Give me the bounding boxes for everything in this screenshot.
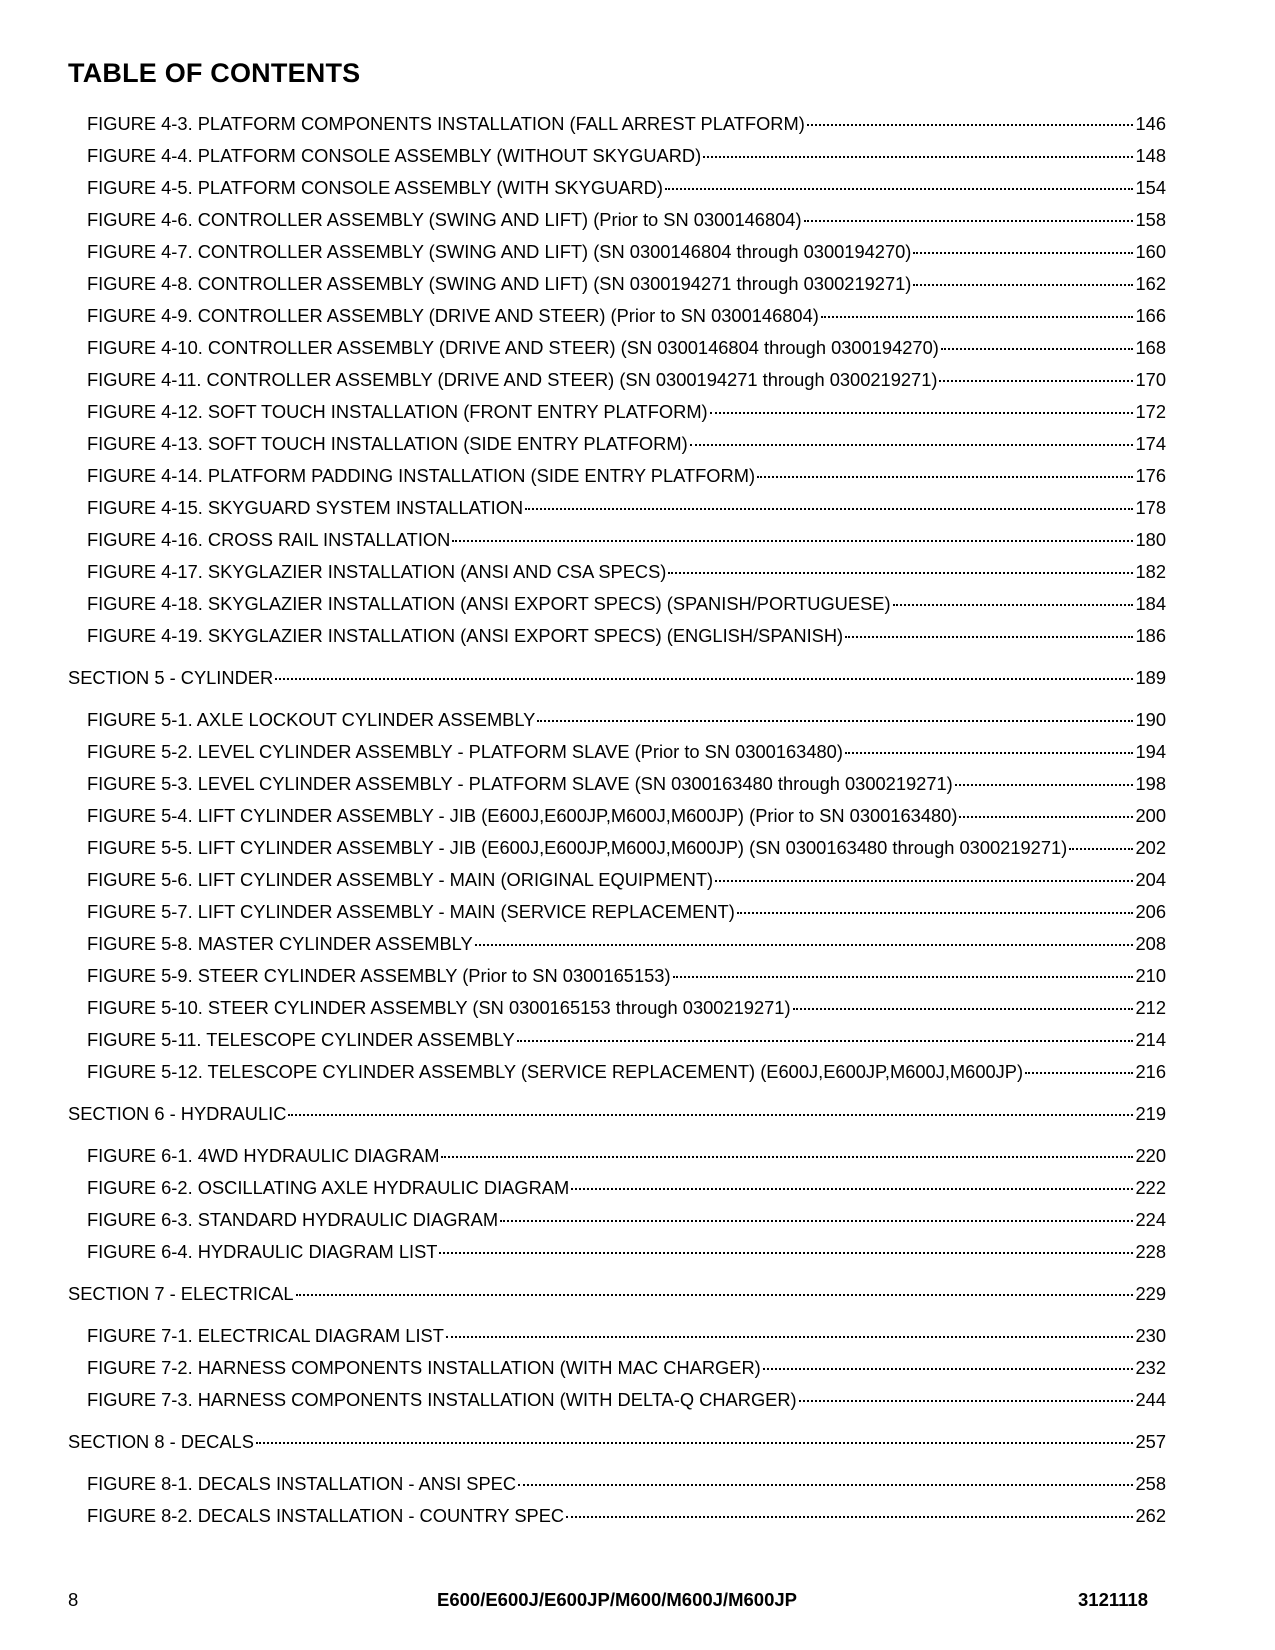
- toc-entry-label: FIGURE 7-1. ELECTRICAL DIAGRAM LIST: [87, 1325, 444, 1346]
- dot-leader: [845, 752, 1134, 754]
- toc-entry-label: FIGURE 4-6. CONTROLLER ASSEMBLY (SWING AND LIFT) (Prior to SN 0300146804): [87, 209, 802, 230]
- dot-leader: [439, 1252, 1133, 1254]
- dot-leader: [715, 880, 1133, 882]
- toc-entry-page: 160: [1135, 241, 1166, 262]
- toc-entry-page: 200: [1135, 805, 1166, 826]
- toc-entry-label: SECTION 7 - ELECTRICAL: [68, 1283, 294, 1304]
- toc-entry-page: 202: [1135, 837, 1166, 858]
- toc-entry-page: 229: [1135, 1283, 1166, 1304]
- toc-figure-entry[interactable]: [68, 364, 1166, 396]
- toc-entry-page: 172: [1135, 401, 1166, 422]
- toc-entry-page: 212: [1135, 997, 1166, 1018]
- toc-entry-page: 222: [1135, 1177, 1166, 1198]
- toc-figure-entry[interactable]: [68, 928, 1166, 960]
- toc-entry-label: FIGURE 8-1. DECALS INSTALLATION - ANSI SPEC: [87, 1473, 517, 1494]
- toc-figure-entry[interactable]: [68, 588, 1166, 620]
- toc-figure-entry[interactable]: [68, 992, 1166, 1024]
- toc-figure-entry[interactable]: [68, 268, 1166, 300]
- dot-leader: [571, 1188, 1133, 1190]
- toc-entry-label: FIGURE 6-3. STANDARD HYDRAULIC DIAGRAM: [87, 1209, 499, 1230]
- dot-leader: [665, 188, 1134, 190]
- dot-leader: [703, 156, 1133, 158]
- toc-entry-page: 244: [1135, 1389, 1166, 1410]
- toc-entry-label: FIGURE 6-2. OSCILLATING AXLE HYDRAULIC DIAGRAM: [87, 1177, 570, 1198]
- toc-entry-page: 230: [1135, 1325, 1166, 1346]
- toc-entry-label: FIGURE 6-4. HYDRAULIC DIAGRAM LIST: [87, 1241, 438, 1262]
- toc-entry-label: FIGURE 4-4. PLATFORM CONSOLE ASSEMBLY (WITHOUT SKYGUARD): [87, 145, 702, 166]
- toc-figure-entry[interactable]: [68, 524, 1166, 556]
- toc-figure-entry[interactable]: [68, 1056, 1166, 1088]
- toc-entry-label: FIGURE 4-10. CONTROLLER ASSEMBLY (DRIVE AND STEER) (SN 0300146804 through 0300194270): [87, 337, 939, 358]
- toc-entry-label: FIGURE 4-18. SKYGLAZIER INSTALLATION (ANSI EXPORT SPECS) (SPANISH/PORTUGUESE): [87, 593, 891, 614]
- toc-entry-page: 257: [1135, 1431, 1166, 1452]
- dot-leader: [690, 444, 1134, 446]
- toc-entry-page: 158: [1135, 209, 1166, 230]
- dot-leader: [441, 1156, 1133, 1158]
- dot-leader: [821, 316, 1134, 318]
- dot-leader: [793, 1008, 1134, 1010]
- toc-entry-label: FIGURE 5-5. LIFT CYLINDER ASSEMBLY - JIB (E600J,E600JP,M600J,M600JP) (SN 0300163480 through 0300219271): [87, 837, 1068, 858]
- toc-figure-entry[interactable]: [68, 300, 1166, 332]
- toc-figure-entry[interactable]: [68, 1140, 1166, 1172]
- toc-figure-entry[interactable]: [68, 768, 1166, 800]
- toc-figure-entry[interactable]: [68, 1468, 1166, 1500]
- toc-figure-entry[interactable]: [68, 620, 1166, 652]
- toc-entry-label: FIGURE 4-7. CONTROLLER ASSEMBLY (SWING AND LIFT) (SN 0300146804 through 0300194270): [87, 241, 912, 262]
- toc-entry-page: 232: [1135, 1357, 1166, 1378]
- toc-figure-entry[interactable]: [68, 236, 1166, 268]
- toc-entry-page: 166: [1135, 305, 1166, 326]
- page-footer: [68, 1589, 1166, 1617]
- footer-doc-number: 3121118: [1078, 1589, 1148, 1610]
- toc-entry-label: SECTION 5 - CYLINDER: [68, 667, 274, 688]
- toc-entry-label: FIGURE 7-2. HARNESS COMPONENTS INSTALLATION (WITH MAC CHARGER): [87, 1357, 761, 1378]
- dot-leader: [913, 252, 1133, 254]
- toc-entry-label: FIGURE 4-15. SKYGUARD SYSTEM INSTALLATION: [87, 497, 524, 518]
- toc-entry-page: 220: [1135, 1145, 1166, 1166]
- toc-figure-entry[interactable]: [68, 140, 1166, 172]
- toc-entry-page: 168: [1135, 337, 1166, 358]
- toc-entry-page: 184: [1135, 593, 1166, 614]
- toc-entry-page: 182: [1135, 561, 1166, 582]
- toc-entry-page: 219: [1135, 1103, 1166, 1124]
- toc-entry-label: FIGURE 4-9. CONTROLLER ASSEMBLY (DRIVE AND STEER) (Prior to SN 0300146804): [87, 305, 819, 326]
- footer-model: E600/E600J/E600JP/M600/M600J/M600JP: [437, 1589, 797, 1610]
- toc-figure-entry[interactable]: [68, 556, 1166, 588]
- toc-entry-label: FIGURE 4-3. PLATFORM COMPONENTS INSTALLATION (FALL ARREST PLATFORM): [87, 113, 805, 134]
- dot-leader: [939, 380, 1133, 382]
- dot-leader: [913, 284, 1133, 286]
- toc-figure-entry[interactable]: [68, 460, 1166, 492]
- toc-entry-label: FIGURE 5-3. LEVEL CYLINDER ASSEMBLY - PLATFORM SLAVE (SN 0300163480 through 0300219271): [87, 773, 953, 794]
- toc-entry-page: 162: [1135, 273, 1166, 294]
- dot-leader: [710, 412, 1134, 414]
- dot-leader: [566, 1516, 1133, 1518]
- dot-leader: [446, 1336, 1134, 1338]
- dot-leader: [275, 678, 1133, 680]
- toc-entry-page: 258: [1135, 1473, 1166, 1494]
- dot-leader: [959, 816, 1133, 818]
- dot-leader: [737, 912, 1134, 914]
- toc-figure-entry[interactable]: [68, 1352, 1166, 1384]
- page-title: TABLE OF CONTENTS: [68, 58, 361, 88]
- toc-entry-label: SECTION 8 - DECALS: [68, 1431, 254, 1452]
- toc-entry-page: 224: [1135, 1209, 1166, 1230]
- toc-entry-page: 206: [1135, 901, 1166, 922]
- toc-entry-label: FIGURE 4-8. CONTROLLER ASSEMBLY (SWING AND LIFT) (SN 0300194271 through 0300219271): [87, 273, 912, 294]
- toc-figure-entry[interactable]: [68, 960, 1166, 992]
- toc-entry-page: 186: [1135, 625, 1166, 646]
- dot-leader: [799, 1400, 1134, 1402]
- toc-entry-page: 170: [1135, 369, 1166, 390]
- toc-entry-page: 204: [1135, 869, 1166, 890]
- toc-entry-label: FIGURE 4-12. SOFT TOUCH INSTALLATION (FRONT ENTRY PLATFORM): [87, 401, 708, 422]
- toc-entry-page: 178: [1135, 497, 1166, 518]
- toc-figure-entry[interactable]: [68, 832, 1166, 864]
- toc-figure-entry[interactable]: [68, 704, 1166, 736]
- toc-entry-page: 228: [1135, 1241, 1166, 1262]
- toc-section-entry[interactable]: [68, 1098, 1166, 1130]
- toc-figure-entry[interactable]: [68, 736, 1166, 768]
- toc-entry-page: 180: [1135, 529, 1166, 550]
- dot-leader: [475, 944, 1134, 946]
- toc-entry-page: 189: [1135, 667, 1166, 688]
- toc-entry-page: 148: [1135, 145, 1166, 166]
- toc-figure-entry[interactable]: [68, 428, 1166, 460]
- dot-leader: [804, 220, 1134, 222]
- toc-list: [68, 108, 1166, 1532]
- toc-entry-page: 208: [1135, 933, 1166, 954]
- toc-figure-entry[interactable]: [68, 800, 1166, 832]
- toc-figure-entry[interactable]: [68, 1320, 1166, 1352]
- toc-entry-label: FIGURE 5-9. STEER CYLINDER ASSEMBLY (Prior to SN 0300165153): [87, 965, 671, 986]
- toc-figure-entry[interactable]: [68, 1172, 1166, 1204]
- toc-entry-label: FIGURE 4-14. PLATFORM PADDING INSTALLATION (SIDE ENTRY PLATFORM): [87, 465, 756, 486]
- toc-entry-label: FIGURE 4-13. SOFT TOUCH INSTALLATION (SIDE ENTRY PLATFORM): [87, 433, 688, 454]
- toc-entry-label: FIGURE 5-11. TELESCOPE CYLINDER ASSEMBLY: [87, 1029, 515, 1050]
- toc-entry-page: 210: [1135, 965, 1166, 986]
- toc-entry-label: SECTION 6 - HYDRAULIC: [68, 1103, 287, 1124]
- toc-entry-page: 146: [1135, 113, 1166, 134]
- toc-entry-label: FIGURE 5-7. LIFT CYLINDER ASSEMBLY - MAIN (SERVICE REPLACEMENT): [87, 901, 735, 922]
- dot-leader: [941, 348, 1134, 350]
- toc-entry-label: FIGURE 5-6. LIFT CYLINDER ASSEMBLY - MAIN (ORIGINAL EQUIPMENT): [87, 869, 714, 890]
- toc-figure-entry[interactable]: [68, 1236, 1166, 1268]
- dot-leader: [673, 976, 1134, 978]
- dot-leader: [1025, 1072, 1133, 1074]
- toc-section-entry[interactable]: [68, 1278, 1166, 1310]
- dot-leader: [537, 720, 1133, 722]
- toc-entry-page: 190: [1135, 709, 1166, 730]
- toc-entry-label: FIGURE 4-17. SKYGLAZIER INSTALLATION (ANSI AND CSA SPECS): [87, 561, 667, 582]
- toc-figure-entry[interactable]: [68, 896, 1166, 928]
- toc-figure-entry[interactable]: [68, 204, 1166, 236]
- dot-leader: [845, 636, 1133, 638]
- toc-entry-page: 216: [1135, 1061, 1166, 1082]
- toc-entry-page: 198: [1135, 773, 1166, 794]
- toc-figure-entry[interactable]: [68, 492, 1166, 524]
- toc-figure-entry[interactable]: [68, 172, 1166, 204]
- toc-figure-entry[interactable]: [68, 1204, 1166, 1236]
- dot-leader: [757, 476, 1133, 478]
- dot-leader: [452, 540, 1133, 542]
- toc-entry-label: FIGURE 6-1. 4WD HYDRAULIC DIAGRAM: [87, 1145, 440, 1166]
- dot-leader: [763, 1368, 1134, 1370]
- toc-entry-label: FIGURE 4-11. CONTROLLER ASSEMBLY (DRIVE AND STEER) (SN 0300194271 through 0300219271): [87, 369, 938, 390]
- toc-entry-label: FIGURE 5-1. AXLE LOCKOUT CYLINDER ASSEMBLY: [87, 709, 536, 730]
- toc-entry-label: FIGURE 5-2. LEVEL CYLINDER ASSEMBLY - PLATFORM SLAVE (Prior to SN 0300163480): [87, 741, 843, 762]
- toc-section-entry[interactable]: [68, 1426, 1166, 1458]
- dot-leader: [807, 124, 1134, 126]
- dot-leader: [525, 508, 1133, 510]
- dot-leader: [893, 604, 1134, 606]
- dot-leader: [517, 1040, 1134, 1042]
- toc-figure-entry[interactable]: [68, 396, 1166, 428]
- toc-figure-entry[interactable]: [68, 1500, 1166, 1532]
- toc-figure-entry[interactable]: [68, 1024, 1166, 1056]
- dot-leader: [955, 784, 1134, 786]
- toc-entry-label: FIGURE 5-12. TELESCOPE CYLINDER ASSEMBLY (SERVICE REPLACEMENT) (E600J,E600JP,M600J,M600JP): [87, 1061, 1024, 1082]
- dot-leader: [256, 1442, 1134, 1444]
- toc-figure-entry[interactable]: [68, 1384, 1166, 1416]
- toc-figure-entry[interactable]: [68, 864, 1166, 896]
- toc-entry-page: 214: [1135, 1029, 1166, 1050]
- toc-entry-label: FIGURE 7-3. HARNESS COMPONENTS INSTALLATION (WITH DELTA-Q CHARGER): [87, 1389, 797, 1410]
- toc-entry-label: FIGURE 4-16. CROSS RAIL INSTALLATION: [87, 529, 451, 550]
- toc-entry-page: 194: [1135, 741, 1166, 762]
- toc-entry-label: FIGURE 5-8. MASTER CYLINDER ASSEMBLY: [87, 933, 473, 954]
- toc-entry-page: 262: [1135, 1505, 1166, 1526]
- toc-entry-label: FIGURE 4-19. SKYGLAZIER INSTALLATION (ANSI EXPORT SPECS) (ENGLISH/SPANISH): [87, 625, 844, 646]
- toc-entry-label: FIGURE 8-2. DECALS INSTALLATION - COUNTRY SPEC: [87, 1505, 565, 1526]
- dot-leader: [668, 572, 1133, 574]
- toc-entry-label: FIGURE 5-4. LIFT CYLINDER ASSEMBLY - JIB (E600J,E600JP,M600J,M600JP) (Prior to SN 0300163480): [87, 805, 958, 826]
- toc-entry-page: 174: [1135, 433, 1166, 454]
- toc-section-entry[interactable]: [68, 662, 1166, 694]
- toc-entry-label: FIGURE 4-5. PLATFORM CONSOLE ASSEMBLY (WITH SKYGUARD): [87, 177, 663, 198]
- dot-leader: [518, 1484, 1133, 1486]
- footer-page-number: 8: [68, 1589, 79, 1610]
- dot-leader: [296, 1294, 1134, 1296]
- toc-entry-page: 154: [1135, 177, 1166, 198]
- dot-leader: [1069, 848, 1133, 850]
- toc-figure-entry[interactable]: [68, 332, 1166, 364]
- toc-figure-entry[interactable]: [68, 108, 1166, 140]
- dot-leader: [288, 1114, 1133, 1116]
- dot-leader: [500, 1220, 1133, 1222]
- toc-entry-page: 176: [1135, 465, 1166, 486]
- toc-entry-label: FIGURE 5-10. STEER CYLINDER ASSEMBLY (SN 0300165153 through 0300219271): [87, 997, 791, 1018]
